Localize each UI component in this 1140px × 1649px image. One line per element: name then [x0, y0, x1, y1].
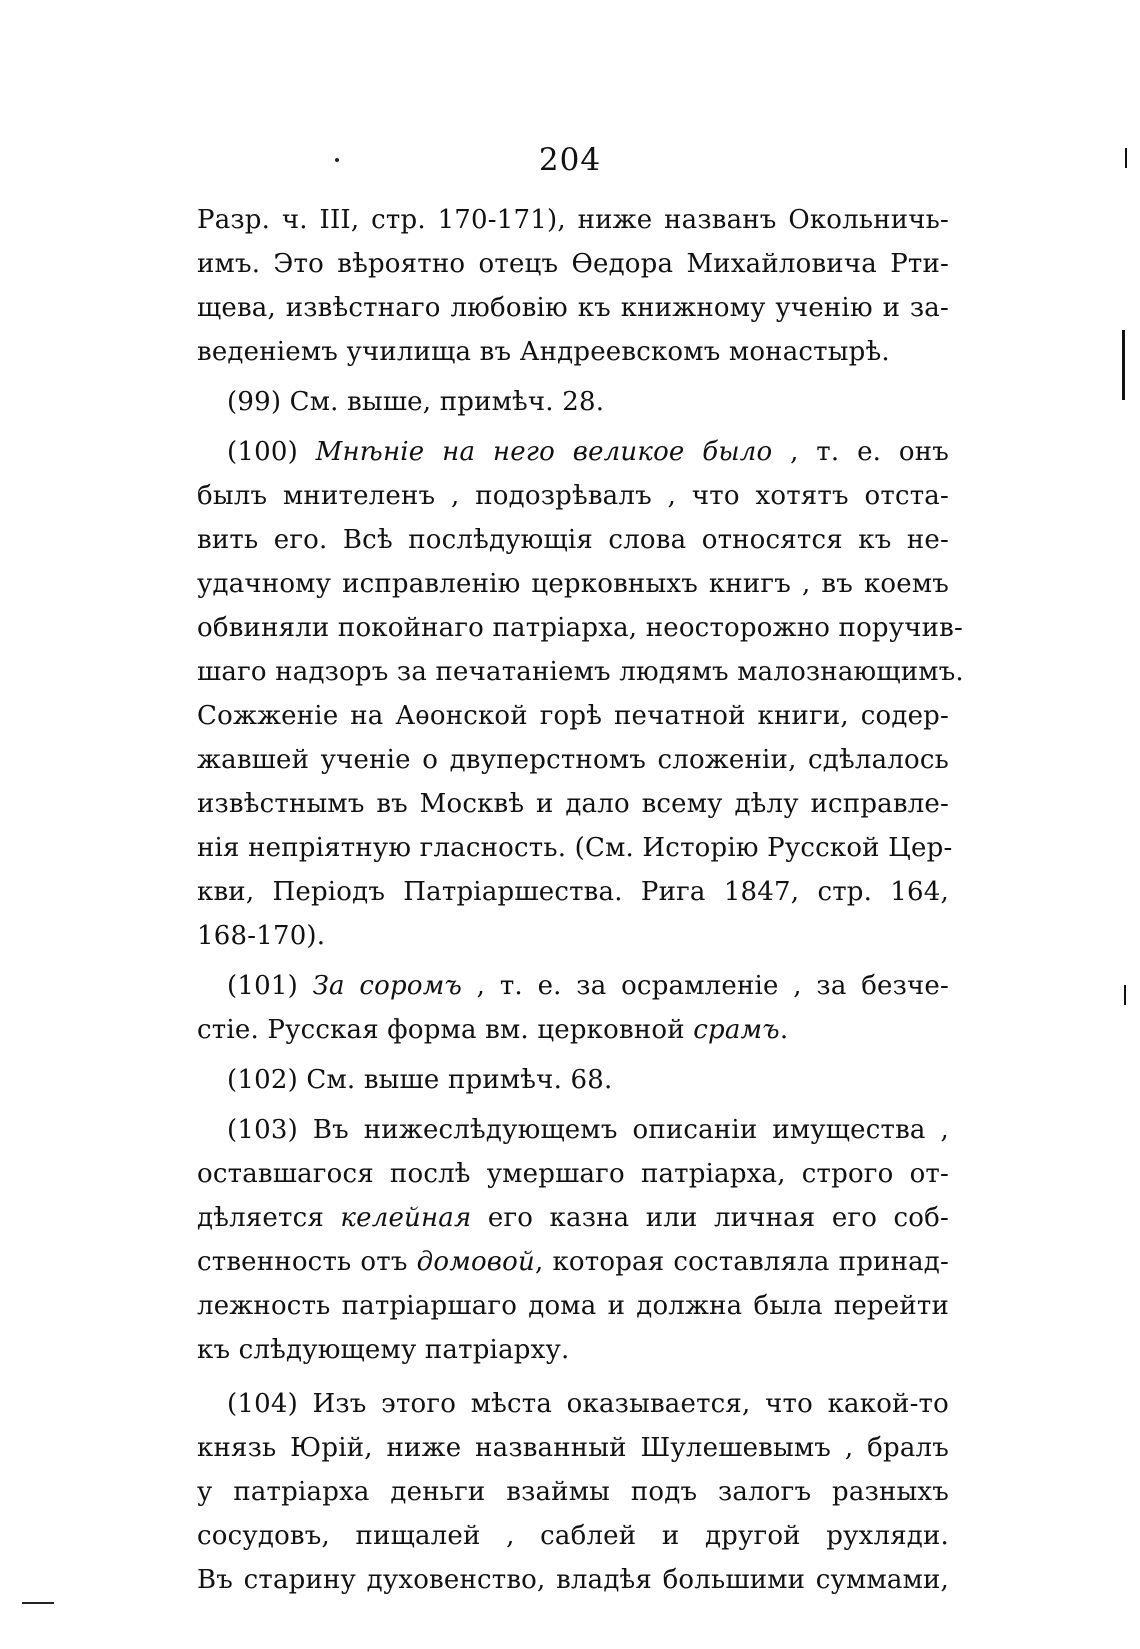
text-run: Сожженіе на Аѳонской горѣ печатной книги, содер- — [197, 701, 949, 731]
text-line — [197, 1470, 949, 1514]
text-run: обвиняли покойнаго патріарха, неосторожно поручив- — [197, 613, 964, 643]
text-line — [197, 242, 949, 286]
text-run: (104) Изъ этого мѣста оказывается, что какой-то — [227, 1389, 949, 1419]
page-number: 204 — [538, 142, 602, 178]
text-line — [197, 286, 949, 330]
text-run: сосудовъ, пищалей , саблей и другой рухляди. — [197, 1521, 949, 1551]
text-line — [197, 330, 949, 374]
text-line — [197, 650, 964, 694]
text-run: извѣстнымъ въ Москвѣ и дало всему дѣлу исправле- — [197, 789, 949, 819]
text-line — [197, 914, 949, 958]
text-line — [197, 380, 949, 424]
text-run: щева, извѣстнаго любовію къ книжному ученію и за- — [197, 293, 949, 323]
text-run: кви, Періодъ Патріаршества. Рига 1847, стр. 164, — [197, 877, 949, 907]
text-line — [197, 474, 949, 518]
italic-phrase: келейная — [340, 1203, 472, 1233]
text-run: вить его. Всѣ послѣдующія слова относятся къ не- — [197, 525, 949, 555]
italic-phrase: Мнѣніе на него великое было — [315, 437, 773, 467]
text-line — [197, 1108, 949, 1152]
text-run: дѣляется — [197, 1203, 341, 1233]
text-line — [197, 562, 949, 606]
text-run: , которая составляла принад- — [534, 1247, 949, 1277]
text-run: его казна или личная его соб- — [471, 1203, 949, 1233]
text-run: оставшагося послѣ умершаго патріарха, строго от- — [197, 1159, 949, 1189]
text-line — [197, 430, 949, 474]
text-run: (100) — [227, 437, 316, 467]
text-run: нія непріятную гласность. (См. Исторію Русской Цер- — [197, 833, 953, 863]
text-line — [197, 964, 949, 1008]
text-run: у патріарха деньги взаймы подъ залогъ разныхъ — [197, 1477, 949, 1507]
text-run: веденіемъ училища въ Андреевскомъ монастырѣ. — [197, 337, 890, 367]
text-line — [197, 1196, 949, 1240]
text-run: (101) — [227, 971, 313, 1001]
text-line — [197, 1382, 949, 1426]
text-run: . — [779, 1015, 789, 1045]
italic-phrase: За соромъ — [312, 971, 462, 1001]
text-line — [197, 738, 949, 782]
text-run: Въ старину духовенство, владѣя большими суммами, — [197, 1565, 949, 1595]
text-run: (102) См. выше примѣч. 68. — [227, 1065, 613, 1095]
italic-phrase: срамъ — [693, 1015, 780, 1045]
text-line — [197, 694, 949, 738]
text-line — [197, 1284, 949, 1328]
text-line — [197, 826, 953, 870]
text-line — [197, 1240, 949, 1284]
text-run: имъ. Это вѣроятно отецъ Ѳедора Михайловича Рти- — [197, 249, 949, 279]
text-run: ственность отъ — [197, 1247, 417, 1277]
text-line — [197, 1514, 949, 1558]
scan-edge-mark — [1124, 985, 1126, 1005]
text-run: князь Юрій, ниже названный Шулешевымъ , бралъ — [197, 1433, 949, 1463]
italic-phrase: домовой — [416, 1247, 535, 1277]
text-run: былъ мнителенъ , подозрѣвалъ , что хотятъ отста- — [197, 481, 949, 511]
footnotes-text — [197, 198, 964, 1602]
text-run: , т. е. за осрамленіе , за безче- — [462, 971, 949, 1001]
text-run: 168-170). — [197, 921, 326, 951]
scan-edge-mark — [1122, 330, 1125, 400]
text-line — [197, 870, 949, 914]
text-run: (103) Въ нижеслѣдующемъ описаніи имущества , — [227, 1115, 949, 1145]
text-line — [197, 518, 949, 562]
text-line — [197, 1058, 949, 1102]
text-line — [197, 1426, 949, 1470]
text-line — [197, 1558, 949, 1602]
text-run: , т. е. онъ — [772, 437, 949, 467]
text-line — [197, 1152, 949, 1196]
text-line — [197, 198, 949, 242]
text-line — [197, 606, 964, 650]
text-line — [197, 1008, 949, 1052]
text-run: жавшей ученіе о двуперстномъ сложеніи, сдѣлалось — [197, 745, 949, 775]
text-run: удачному исправленію церковныхъ книгъ , въ коемъ — [197, 569, 949, 599]
text-run: шаго надзоръ за печатаніемъ людямъ малознающимъ. — [197, 657, 964, 687]
text-run: (99) См. выше, примѣч. 28. — [227, 387, 605, 417]
scan-edge-mark — [1125, 148, 1127, 168]
text-line — [197, 782, 949, 826]
text-run: Разр. ч. III, стр. 170-171), ниже названъ Окольничь- — [197, 205, 949, 235]
text-run: къ слѣдующему патріарху. — [197, 1335, 570, 1365]
text-line — [197, 1328, 949, 1372]
text-run: лежность патріаршаго дома и должна была перейти — [197, 1291, 949, 1321]
scan-bottom-dash — [22, 1602, 54, 1604]
text-run: стіе. Русская форма вм. церковной — [197, 1015, 694, 1045]
